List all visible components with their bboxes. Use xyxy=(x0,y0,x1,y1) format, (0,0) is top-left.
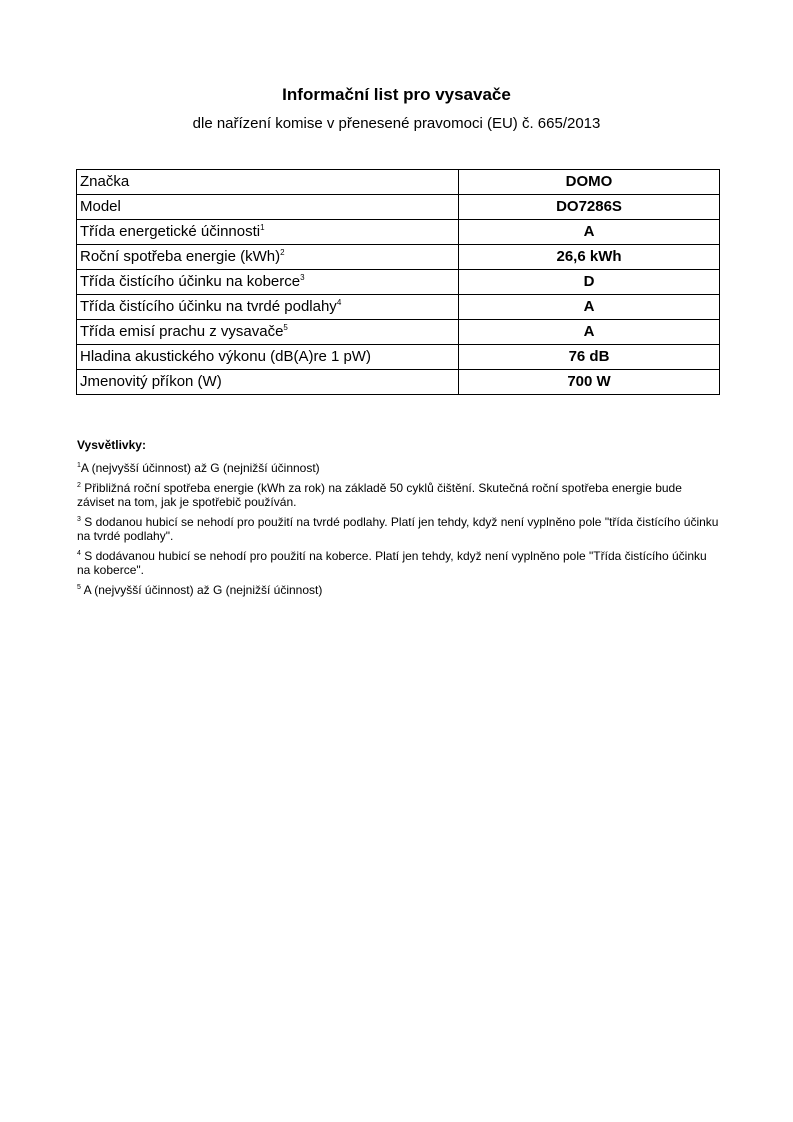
row-label: Značka xyxy=(77,170,459,195)
row-value: A xyxy=(459,295,720,320)
document-title: Informační list pro vysavače xyxy=(282,85,511,104)
specification-table xyxy=(76,169,720,395)
row-value: A xyxy=(459,220,720,245)
row-value: DOMO xyxy=(459,170,720,195)
footnote-3: $^3$ S dodanou hubicí se nehodí pro použití na tvrdé podlahy. Platí jen tehdy, když není vyplněno pole "třída čistícího účinku na tvrdé podlahy". xyxy=(77,515,719,543)
row-label: Třída čistícího účinku na tvrdé podlahy$^4$ xyxy=(77,295,459,320)
table-row xyxy=(77,320,720,345)
row-value: 26,6 kWh xyxy=(459,245,720,270)
table-row xyxy=(77,220,720,245)
row-label: Model xyxy=(77,195,459,220)
footnote-4: $^4$ S dodávanou hubicí se nehodí pro použití na koberce. Platí jen tehdy, když není vyplněno pole "Třída čistícího účinku na koberce". xyxy=(77,549,707,577)
row-value: D xyxy=(459,270,720,295)
table-row xyxy=(77,170,720,195)
row-label: Hladina akustického výkonu (dB(A)re 1 pW) xyxy=(77,345,459,370)
row-value: 76 dB xyxy=(459,345,720,370)
table-row xyxy=(77,370,720,395)
document-subtitle: dle nařízení komise v přenesené pravomoci (EU) č. 665/2013 xyxy=(192,115,601,132)
row-value: 700 W xyxy=(459,370,720,395)
table-row xyxy=(77,295,720,320)
table-row xyxy=(77,195,720,220)
footnote-1: $^1$A (nejvyšší účinnost) až G (nejnižší účinnost) xyxy=(77,461,320,475)
row-label: Roční spotřeba energie (kWh)$^2$ xyxy=(77,245,459,270)
footnotes-section xyxy=(77,438,722,603)
footnote-5: $^5$ A (nejvyšší účinnost) až G (nejnižší účinnost) xyxy=(77,583,323,597)
table-row xyxy=(77,270,720,295)
row-label: Třída emisí prachu z vysavače$^5$ xyxy=(77,320,459,345)
table-row xyxy=(77,345,720,370)
row-label: Třída čistícího účinku na koberce$^3$ xyxy=(77,270,459,295)
row-value: DO7286S xyxy=(459,195,720,220)
row-value: A xyxy=(459,320,720,345)
table-row xyxy=(77,245,720,270)
footnotes-heading: Vysvětlivky: xyxy=(77,438,146,452)
footnote-2: $^2$ Přibližná roční spotřeba energie (kWh za rok) na základě 50 cyklů čištění. Skutečná roční spotřeba energie bude záviset na tom, jak je spotřebič používán. xyxy=(77,481,682,509)
row-label: Třída energetické účinnosti$^1$ xyxy=(77,220,459,245)
row-label: Jmenovitý příkon (W) xyxy=(77,370,459,395)
